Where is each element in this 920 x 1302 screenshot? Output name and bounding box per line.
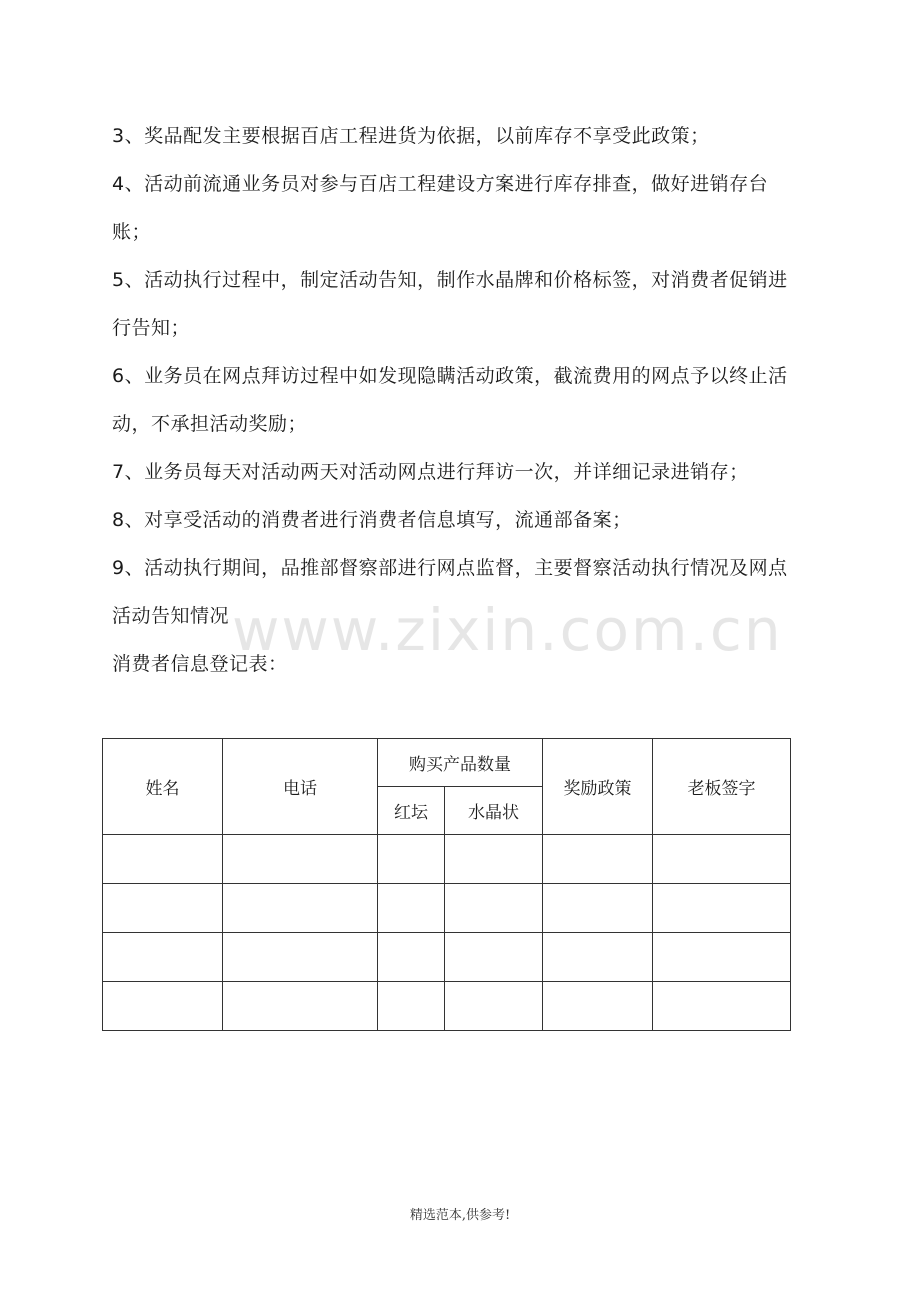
body-text — [112, 112, 792, 688]
cell-red-jar[interactable] — [378, 835, 445, 884]
cell-crystal[interactable] — [445, 982, 543, 1031]
cell-name[interactable] — [103, 933, 223, 982]
header-crystal: 水晶状 — [445, 787, 543, 835]
cell-name[interactable] — [103, 835, 223, 884]
header-red-jar: 红坛 — [378, 787, 445, 835]
cell-crystal[interactable] — [445, 835, 543, 884]
cell-owner-signature[interactable] — [653, 933, 791, 982]
header-purchase-qty: 购买产品数量 — [378, 739, 543, 787]
cell-owner-signature[interactable] — [653, 982, 791, 1031]
paragraph-item-3: 3、奖品配发主要根据百店工程进货为依据，以前库存不享受此政策； — [112, 125, 710, 147]
cell-crystal[interactable] — [445, 933, 543, 982]
paragraph-item-5: 5、活动执行过程中，制定活动告知，制作水晶牌和价格标签，对消费者促销进行告知； — [112, 269, 788, 339]
cell-red-jar[interactable] — [378, 933, 445, 982]
paragraph-item-7: 7、业务员每天对活动两天对活动网点进行拜访一次，并详细记录进销存； — [112, 461, 749, 483]
cell-name[interactable] — [103, 982, 223, 1031]
paragraph-item-9: 9、活动执行期间，品推部督察部进行网点监督，主要督察活动执行情况及网点活动告知情况 — [112, 557, 788, 627]
header-phone: 电话 — [223, 739, 378, 835]
cell-phone[interactable] — [223, 835, 378, 884]
paragraph-item-6: 6、业务员在网点拜访过程中如发现隐瞒活动政策，截流费用的网点予以终止活动，不承担活动奖励； — [112, 365, 788, 435]
cell-red-jar[interactable] — [378, 982, 445, 1031]
table-row — [103, 884, 791, 933]
cell-owner-signature[interactable] — [653, 884, 791, 933]
cell-name[interactable] — [103, 884, 223, 933]
watermark: www.zixin.com.cn — [232, 596, 783, 664]
paragraph-item-8: 8、对享受活动的消费者进行消费者信息填写，流通部备案； — [112, 509, 632, 531]
cell-phone[interactable] — [223, 933, 378, 982]
table-header-row — [103, 739, 791, 787]
header-owner-signature: 老板签字 — [653, 739, 791, 835]
cell-red-jar[interactable] — [378, 884, 445, 933]
cell-phone[interactable] — [223, 982, 378, 1031]
page-footer: 精选范本,供参考! — [409, 1208, 511, 1223]
cell-phone[interactable] — [223, 884, 378, 933]
cell-reward-policy[interactable] — [543, 835, 653, 884]
table-row — [103, 982, 791, 1031]
table-caption: 消费者信息登记表： — [112, 653, 288, 675]
consumer-info-table — [102, 738, 791, 1031]
cell-owner-signature[interactable] — [653, 835, 791, 884]
paragraph-item-4: 4、活动前流通业务员对参与百店工程建设方案进行库存排查，做好进销存台账； — [112, 173, 769, 243]
cell-reward-policy[interactable] — [543, 933, 653, 982]
cell-reward-policy[interactable] — [543, 982, 653, 1031]
cell-crystal[interactable] — [445, 884, 543, 933]
header-reward-policy: 奖励政策 — [543, 739, 653, 835]
cell-reward-policy[interactable] — [543, 884, 653, 933]
table-row — [103, 835, 791, 884]
table-row — [103, 933, 791, 982]
header-name: 姓名 — [103, 739, 223, 835]
